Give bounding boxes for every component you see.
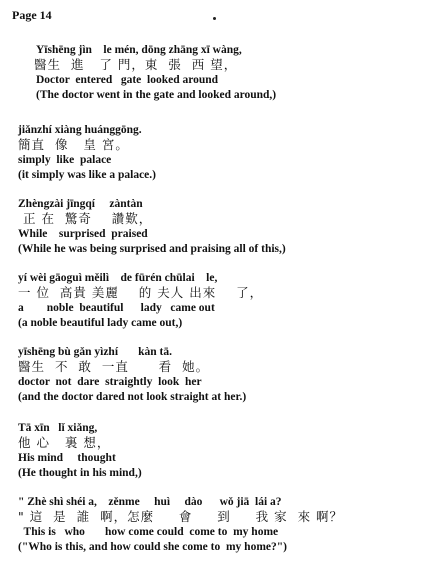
- pinyin-line: " Zhè shì shéi a, zěnme huì dào wǒ jiā lái a?: [18, 496, 282, 508]
- stray-mark: [213, 17, 216, 20]
- english-line: His mind thought: [18, 452, 116, 464]
- translation-line: (While he was being surprised and praising all of this,): [18, 243, 286, 255]
- translation-line: ("Who is this, and how could she come to my home?"): [18, 541, 287, 553]
- chinese-line: 他 心 裏 想，: [18, 435, 111, 450]
- english-line: simply like palace: [18, 154, 112, 166]
- chinese-line: 簡直 像 皇 宮。: [18, 137, 129, 152]
- english-line: a noble beautiful lady came out: [18, 302, 215, 314]
- chinese-line: 正 在 驚奇 讚歎，: [18, 211, 153, 226]
- english-line: Doctor entered gate looked around: [36, 74, 219, 86]
- chinese-line: 醫生 進 了 門，東 張 西 望，: [34, 57, 238, 72]
- chinese-line: " 這 是 誰 啊，怎麼 會 到 我 家 來 啊？: [18, 509, 344, 524]
- english-line: doctor not dare straightly look her: [18, 376, 202, 388]
- translation-line: (a noble beautiful lady came out,): [18, 317, 183, 329]
- translation-line: (He thought in his mind,): [18, 467, 142, 479]
- english-line: While surprised praised: [18, 228, 148, 240]
- pinyin-line: Zhèngzài jīngqí zàntàn: [18, 198, 143, 210]
- pinyin-line: Tā xīn lǐ xiǎng,: [18, 422, 98, 434]
- pinyin-line: yí wèi gāoguì měilì de fūrén chūlai le,: [18, 272, 218, 284]
- pinyin-line: jiǎnzhí xiàng huánggōng.: [18, 124, 142, 136]
- chinese-line: 一 位 高貴 美麗 的 夫人 出來 了，: [18, 285, 264, 300]
- pinyin-line: Yīshēng jìn le mén, dōng zhāng xī wàng,: [36, 44, 242, 56]
- translation-line: (The doctor went in the gate and looked around,): [36, 89, 277, 101]
- translation-line: (and the doctor dared not look straight at her.): [18, 391, 247, 403]
- page-number: Page 14: [12, 8, 52, 22]
- chinese-line: 醫生 不 敢 一直 看 她。: [18, 359, 210, 374]
- english-line: This is who how come could come to my home: [18, 526, 279, 538]
- translation-line: (it simply was like a palace.): [18, 169, 156, 181]
- pinyin-line: yīshēng bù gǎn yìzhí kàn tā.: [18, 346, 173, 358]
